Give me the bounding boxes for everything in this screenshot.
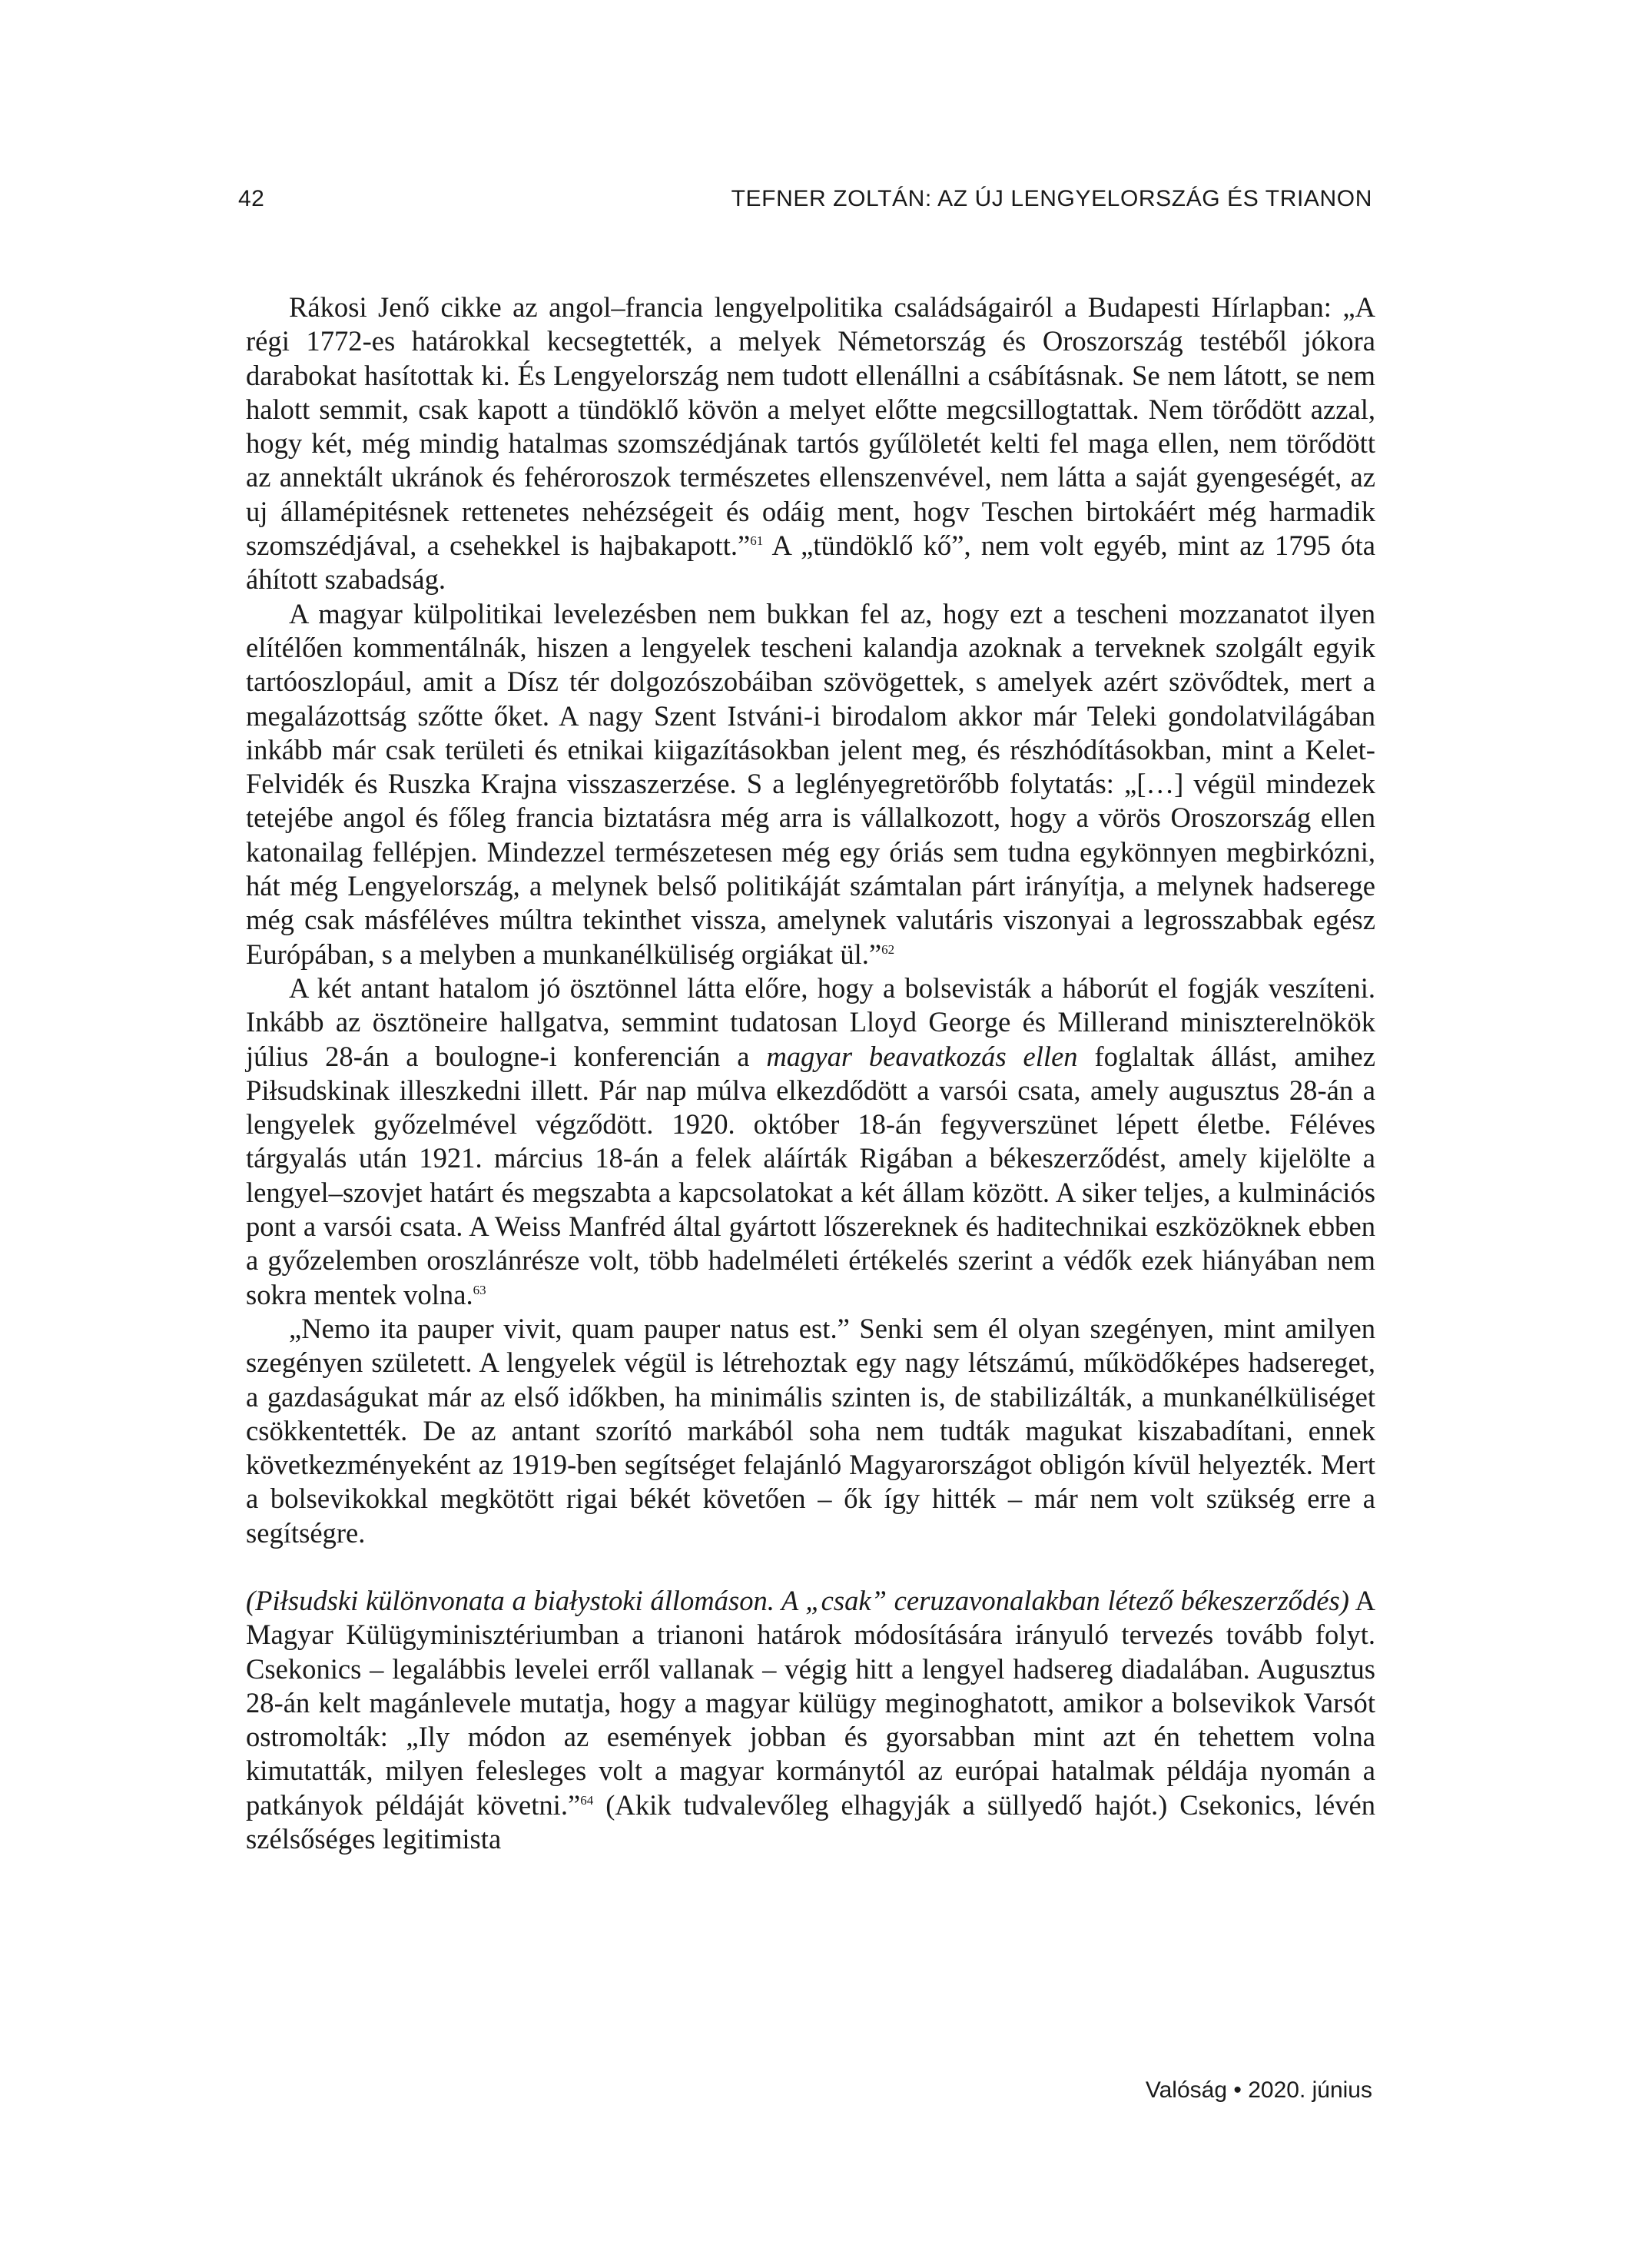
- article-body: [246, 291, 1375, 1856]
- paragraph-3: [246, 971, 1375, 1312]
- paragraph-3-emphasis: magyar beavatkozás ellen: [766, 1040, 1078, 1072]
- paragraph-1: [246, 291, 1375, 597]
- paragraph-2-text: A magyar külpolitikai levelezésben nem bukkan fel az, hogy ezt a tescheni mozzanatot ilyen elítélően kommentálnák, hiszen a lengyelek tescheni kalandja azoknak a terveknek szolgált egyik tartóoszlopául, amit a Dísz tér dolgozószobáiban szövögettek, s amelyek azért szövődtek, mert a megalázottság szőtte őket. A nagy Szent Istváni-i birodalom akkor már Teleki gondolatvilágában inkább már csak területi és etnikai kiigazításokban jelent meg, és részhódításokban, mint a Kelet-Felvidék és Ruszka Krajna visszaszerzése. S a leglényegretörőbb folytatás: „[…] végül mindezek tetejébe angol és főleg francia biztatásra még arra is vállalkozott, hogy a vörös Oroszország ellen katonailag fellépjen. Mindezzel természetesen még egy óriás sem tudna egykönnyen megbirkózni, hát még Lengyelország, a melynek belső politikáját számtalan párt irányítja, a melynek hadserege még csak másféléves múltra tekinthet vissza, amelynek valutáris viszonyai a legrosszabbak egész Európában, s a melyben a munkanélküliség orgiákat ül.”: [246, 597, 1375, 970]
- page-number: 42: [238, 186, 265, 211]
- paragraph-5-text: A Magyar Külügyminisztériumban a trianoni határok módosítására irányuló tervezés tovább folyt. Csekonics – legalábbis levelei erről vallanak – végig hitt a lengyel hadsereg diadalában. Augusztus 28-án kelt magánlevele mutatja, hogy a magyar külügy meginoghatott, amikor a bolsevikok Varsót ostromolták: „Ily módon az események jobban és gyorsabban mint azt én tehettem volna kimutatták, milyen felesleges volt a magyar kormánytól az európai hatalmak példája nyomán a patkányok példáját követni.”: [246, 1584, 1375, 1821]
- footnote-ref-64: 64: [580, 1792, 594, 1808]
- paragraph-4-text: „Nemo ita pauper vivit, quam pauper natus est.” Senki sem él olyan szegényen, mint amilyen szegényen született. A lengyelek végül is létrehoztak egy nagy létszámú, működőképes hadsereget, a gazdaságukat már az első időkben, ha minimális szinten is, de stabilizálták, a munkanélküliséget csökkentették. De az antant szorító markából soha nem tudták magukat kiszabadítani, ennek következményeként az 1919-ben segítséget felajánló Magyarországot obligón kívül helyezték. Mert a bolsevikokkal megkötött rigai békét követően – ők így hitték – már nem volt szükség erre a segítségre.: [246, 1312, 1375, 1549]
- section-caption: (Piłsudski különvonata a białystoki állomáson. A „csak” ceruzavonalakban létező békeszerződés): [246, 1584, 1349, 1616]
- paragraph-3-tail: foglaltak állást, amihez Piłsudskinak illeszkedni illett. Pár nap múlva elkezdődött a varsói csata, amely augusztus 28-án a lengyelek győzelmével végződött. 1920. október 18-án fegyverszünet lépett életbe. Féléves tárgyalás után 1921. március 18-án a felek aláírták Rigában a békeszerződést, amely kijelölte a lengyel–szovjet határt és megszabta a kapcsolatokat a két állam között. A siker teljes, a kulminációs pont a varsói csata. A Weiss Manfréd által gyártott lőszereknek és haditechnikai eszközöknek ebben a győzelemben oroszlánrésze volt, több hadelméleti értékelés szerint a védők ezek hiányában nem sokra mentek volna.: [246, 1040, 1375, 1310]
- paragraph-1-text: Rákosi Jenő cikke az angol–francia lengyelpolitika családságairól a Budapesti Hírlapban: „A régi 1772-es határokkal kecsegtették, a melyek Németország és Oroszország testéből jókora darabokat hasítottak ki. És Lengyelország nem tudott ellenállni a csábításnak. Se nem látott, se nem halott semmit, csak kapott a tündöklő kövön a melyet előtte megcsillogtattak. Nem törődött azzal, hogy két, még mindig hatalmas szomszédjának tartós gyűlöletét kelti fel maga ellen, nem törődött az annektált ukránok és fehéroroszok természetes ellenszenvével, nem látta a saját gyengeségét, az uj államépitésnek rettenetes nehézségeit és odáig ment, hogv Teschen birtokáért még harmadik szomszédjával, a csehekkel is hajbakapott.”: [246, 291, 1375, 562]
- footnote-ref-62: 62: [881, 941, 895, 957]
- paragraph-1-tail: A „tündöklő kő”, nem volt egyéb, mint az 1795 óta áhított szabadság.: [246, 530, 1375, 596]
- footnote-ref-63: 63: [473, 1282, 486, 1297]
- footer-journal: Valóság • 2020. június: [1145, 2077, 1372, 2103]
- paragraph-2: [246, 597, 1375, 971]
- footnote-ref-61: 61: [750, 533, 764, 548]
- paragraph-3-text: A két antant hatalom jó ösztönnel látta előre, hogy a bolsevisták a háborút el fogják veszíteni. Inkább az ösztöneire hallgatva, semmint tudatosan Lloyd George és Millerand miniszterelnökök július 28-án a boulogne-i konferencián a: [246, 971, 1375, 1072]
- paragraph-5-tail: (Akik tudvalevőleg elhagyják a süllyedő hajót.) Csekonics, lévén szélsőséges legitimista: [246, 1788, 1376, 1855]
- paragraph-4: [246, 1312, 1375, 1550]
- running-head: TEFNER ZOLTÁN: AZ ÚJ LENGYELORSZÁG ÉS TRIANON: [731, 186, 1372, 211]
- paragraph-5: [246, 1584, 1375, 1856]
